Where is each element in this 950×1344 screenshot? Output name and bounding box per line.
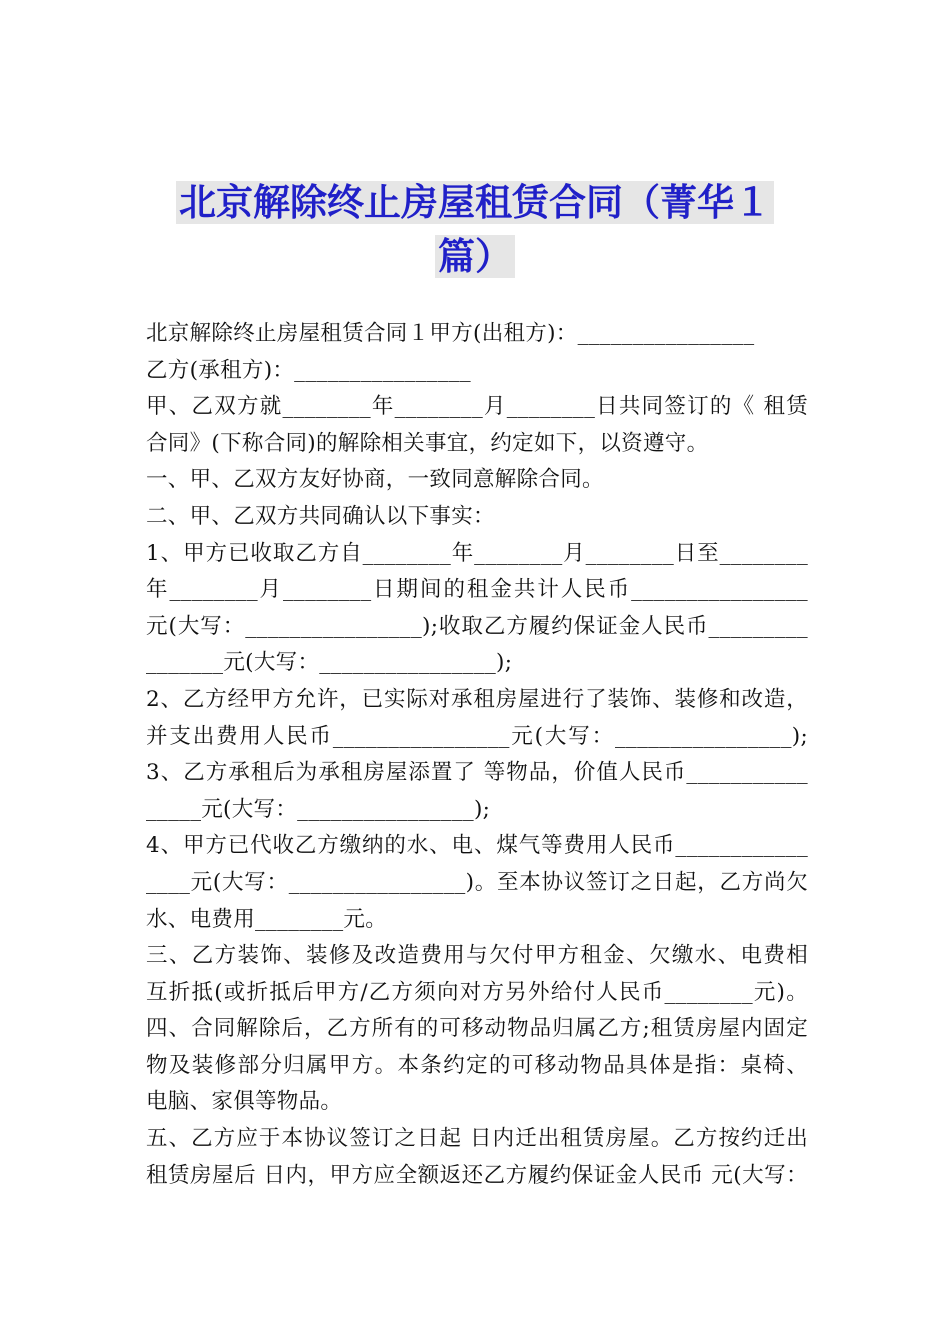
body-line: 三、乙方装饰、装修及改造费用与欠付甲方租金、欠缴水、电费相: [146, 943, 808, 969]
body-line: 租赁房屋后 日内，甲方应全额返还乙方履约保证金人民币 元(大写：: [146, 1162, 808, 1188]
contract-body: [146, 316, 808, 1194]
body-line: 互折抵(或折抵后甲方/乙方须向对方另外给付人民币________元)。: [146, 979, 808, 1005]
body-line: 甲、乙双方就________年________月________日共同签订的《 租赁: [146, 394, 808, 420]
body-line: 北京解除终止房屋租赁合同１甲方(出租方)：________________: [146, 321, 755, 346]
body-line: 年________月________日期间的租金共计人民币________________: [146, 577, 808, 603]
body-line: 1、甲方已收取乙方自________年________月________日至________: [146, 540, 808, 566]
body-line: 并支出费用人民币________________元(大写：________________);: [146, 723, 808, 749]
body-line: 电脑、家俱等物品。: [146, 1089, 343, 1115]
title-line-2: 篇）: [435, 235, 515, 278]
body-line: 水、电费用________元。: [146, 906, 388, 932]
body-line: 4、甲方已代收乙方缴纳的水、电、煤气等费用人民币____________: [146, 833, 808, 859]
body-line: 2、乙方经甲方允许，已实际对承租房屋进行了装饰、装修和改造，: [146, 686, 808, 712]
body-line: 物及装修部分归属甲方。本条约定的可移动物品具体是指：桌椅、: [146, 1052, 808, 1078]
body-line: _____元(大写：________________);: [146, 796, 491, 822]
body-line: 五、乙方应于本协议签订之日起 日内迁出租赁房屋。乙方按约迁出: [146, 1126, 808, 1152]
body-line: 3、乙方承租后为承租房屋添置了 等物品，价值人民币___________: [146, 760, 808, 786]
body-line: ____元(大写：________________)。至本协议签订之日起，乙方尚欠: [146, 869, 808, 895]
document-title: [0, 176, 950, 284]
title-line-1: 北京解除终止房屋租赁合同（菁华１: [176, 181, 774, 224]
body-line: _______元(大写：________________);: [146, 650, 513, 676]
body-line: 一、甲、乙双方友好协商，一致同意解除合同。: [146, 467, 604, 493]
body-line: 二、甲、乙双方共同确认以下事实：: [146, 503, 495, 529]
body-line: 元(大写：________________);收取乙方履约保证金人民币_________: [146, 613, 808, 639]
body-line: 合同》(下称合同)的解除相关事宜，约定如下，以资遵守。: [146, 430, 709, 456]
body-line: 乙方(承租方)：________________: [146, 357, 471, 383]
body-line: 四、合同解除后，乙方所有的可移动物品归属乙方;租赁房屋内固定: [146, 1016, 808, 1042]
